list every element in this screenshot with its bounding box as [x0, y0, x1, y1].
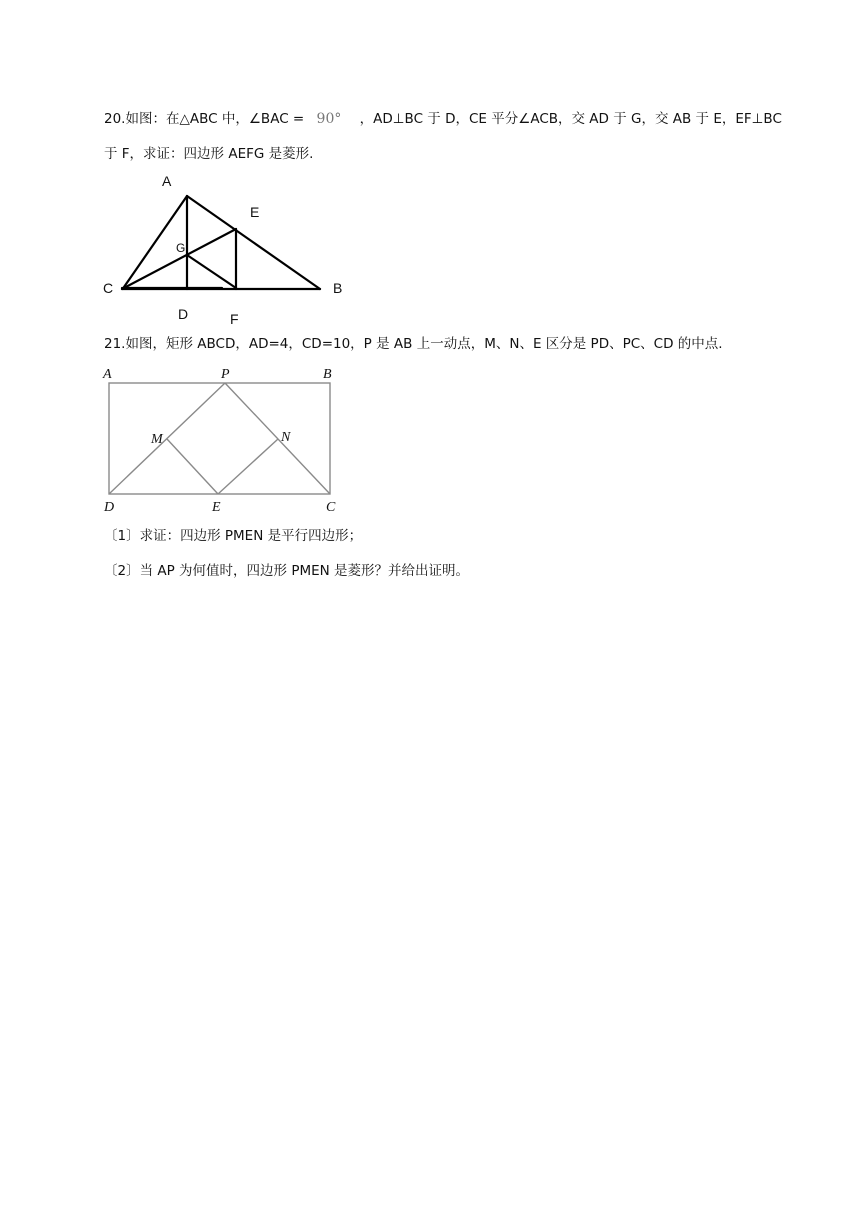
- label-c: C: [103, 280, 114, 296]
- label-e: E: [212, 500, 221, 515]
- problem20-text-a: 20.如图：在△ABC 中，∠BAC =: [104, 111, 305, 127]
- label-a: A: [162, 173, 172, 189]
- label-g: G: [176, 241, 186, 255]
- label-b: B: [323, 367, 332, 382]
- segment-me: [167, 439, 218, 494]
- label-a: A: [103, 367, 112, 382]
- problem20-text-b: ，AD⊥BC 于 D，CE 平分∠ACB，交 AD 于 G，交 AB 于 E，EF⊥BC: [359, 111, 782, 127]
- segment-pc: [225, 383, 330, 494]
- segment-dp: [109, 383, 225, 494]
- label-e: E: [250, 204, 260, 220]
- label-f: F: [230, 311, 239, 327]
- problem21-part1: 〔1〕求证：四边形 PMEN 是平行四边形；: [104, 528, 363, 544]
- problem21-statement: 21.如图，矩形 ABCD，AD=4，CD=10，P 是 AB 上一动点，M、N、E 区分是 PD、PC、CD 的中点.: [104, 336, 723, 352]
- label-n: N: [281, 430, 291, 445]
- problem20-line2: 于 F，求证：四边形 AEFG 是菱形.: [104, 146, 314, 162]
- problem21-part2: 〔2〕当 AP 为何值时，四边形 PMEN 是菱形？并给出证明。: [104, 563, 470, 579]
- label-b: B: [333, 280, 343, 296]
- angle-value: 90°: [316, 111, 342, 127]
- label-d: D: [104, 500, 115, 515]
- label-p: P: [221, 367, 230, 382]
- rectangle-abcd: [109, 383, 330, 494]
- label-m: M: [151, 432, 163, 447]
- label-c: C: [326, 500, 336, 515]
- label-d: D: [178, 306, 189, 322]
- segment-en: [218, 439, 278, 494]
